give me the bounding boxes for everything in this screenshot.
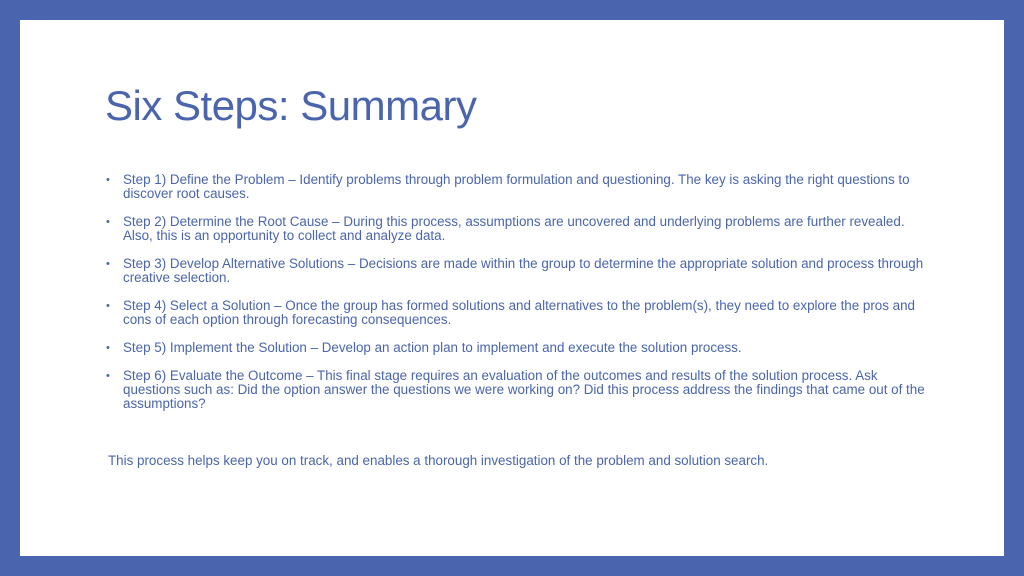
step-item: [106, 369, 936, 411]
step-text: Step 4) Select a Solution – Once the group has formed solutions and alternatives to the problem(s), they need to explore the pros and cons of each option through forecasting consequences.: [123, 298, 916, 327]
bullet-icon: •: [106, 258, 110, 270]
bullet-icon: •: [106, 342, 110, 354]
summary-text: This process helps keep you on track, and enables a thorough investigation of the problem and solution search.: [108, 453, 769, 468]
bullet-icon: •: [106, 300, 110, 312]
bullet-icon: •: [106, 370, 110, 382]
step-item: [106, 215, 936, 243]
step-item: [106, 341, 936, 355]
step-item: [106, 257, 936, 285]
step-text: Step 6) Evaluate the Outcome – This final stage requires an evaluation of the outcomes and results of the solution process. Ask questions such as: Did the option answer the questions we were working on? Did this process address the findings that came out of the assumptions?: [123, 368, 925, 411]
bullet-icon: •: [106, 174, 110, 186]
step-item: [106, 173, 936, 201]
slide: [20, 20, 1004, 556]
bullet-icon: •: [106, 216, 110, 228]
step-text: Step 2) Determine the Root Cause – During this process, assumptions are uncovered and underlying problems are further revealed. Also, this is an opportunity to collect and analyze data.: [123, 214, 905, 243]
step-text: Step 5) Implement the Solution – Develop an action plan to implement and execute the solution process.: [123, 340, 742, 355]
slide-title: Six Steps: Summary: [105, 82, 477, 129]
step-item: [106, 299, 936, 327]
step-text: Step 3) Develop Alternative Solutions – Decisions are made within the group to determine the appropriate solution and process through creative selection.: [123, 256, 924, 285]
step-text: Step 1) Define the Problem – Identify problems through problem formulation and questioning. The key is asking the right questions to discover root causes.: [123, 172, 910, 201]
steps-list: [106, 173, 936, 425]
